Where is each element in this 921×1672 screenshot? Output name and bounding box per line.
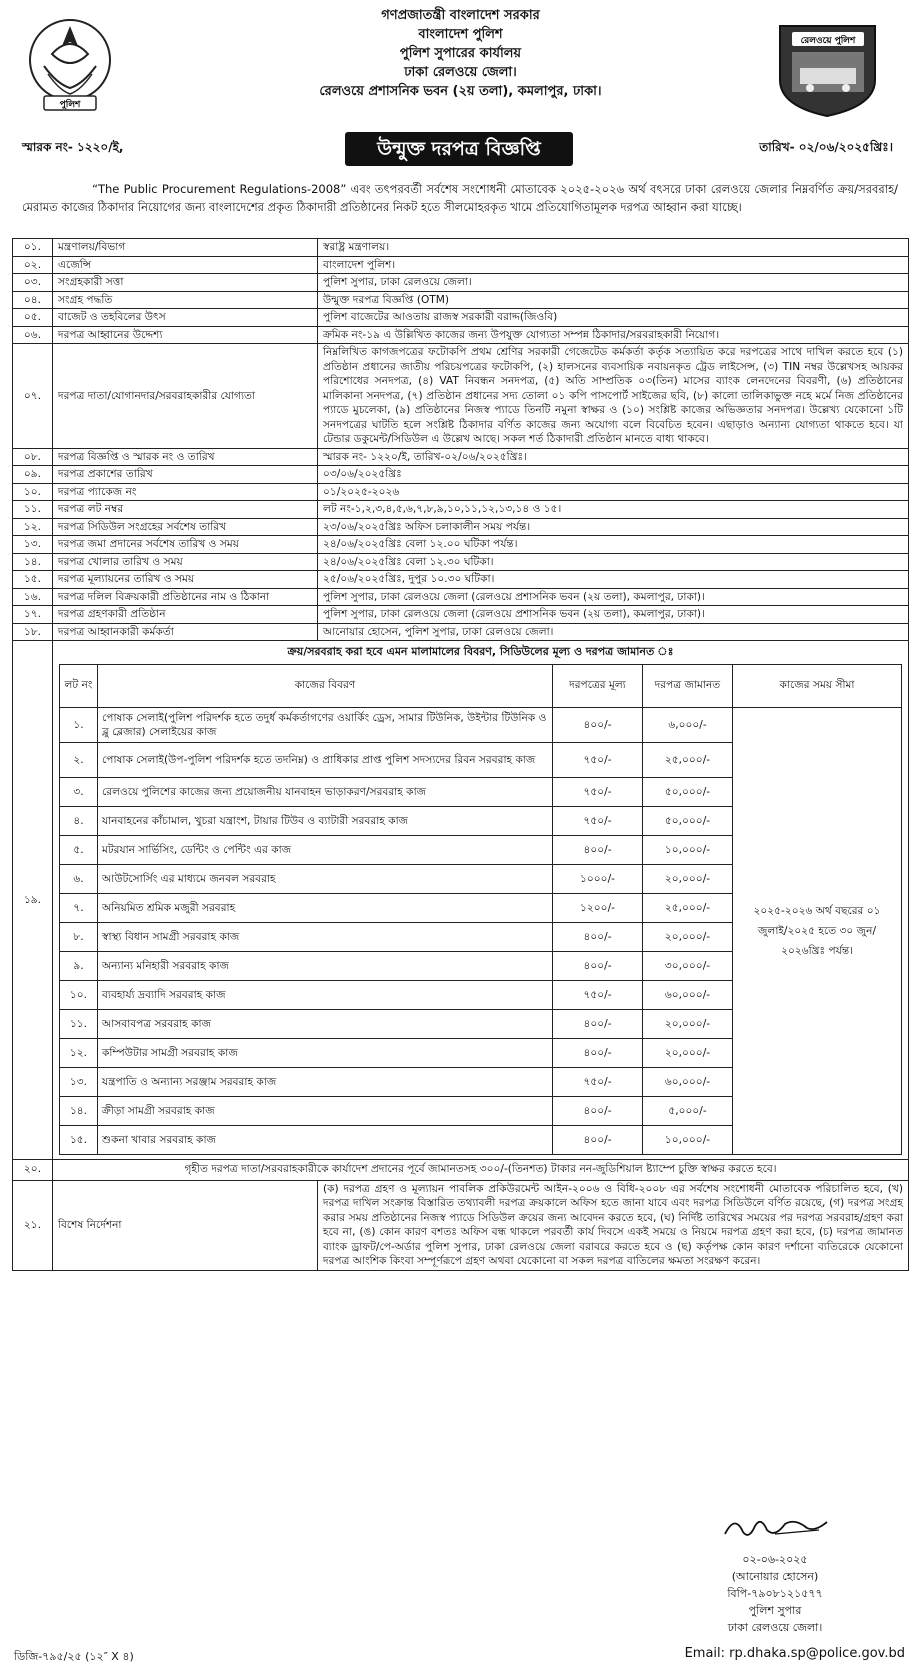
row-number: ১৭. [13, 606, 53, 624]
intro-paragraph [22, 180, 898, 216]
row-label: দরপত্র গ্রহণকারী প্রতিষ্ঠান [53, 606, 318, 624]
table-row [13, 309, 909, 327]
notice-date: তারিখ- ০২/০৬/২০২৫খ্রিঃ। [759, 140, 893, 154]
lot-description: যন্ত্রপাতি ও অন্যান্য সরঞ্জাম সরবরাহ কাজ [98, 1067, 553, 1096]
table-row [13, 1159, 909, 1180]
signature-scribble [715, 1510, 835, 1546]
table-row [13, 536, 909, 554]
lot-description: শুকনা খাবার সরবরাহ কাজ [98, 1125, 553, 1154]
lot-description: অন্যান্য মনিহারী সরবরাহ কাজ [98, 951, 553, 980]
table-row [13, 256, 909, 274]
row-label: দরপত্র আহ্বানের উদ্দেশ্য [53, 326, 318, 344]
lot-security: ৩০,০০০/- [643, 951, 733, 980]
lot-description: স্বাস্থ্য বিধান সামগ্রী সরবরাহ কাজ [98, 922, 553, 951]
lot-number: ১৪. [60, 1096, 98, 1125]
row-label: দরপত্র দাতা/যোগানদার/সরবরাহকারীর যোগ্যতা [53, 344, 318, 449]
lot-number: ৪. [60, 806, 98, 835]
lot-security: ৫,০০০/- [643, 1096, 733, 1125]
table-row [13, 466, 909, 484]
lot-price: ৭৫০/- [553, 777, 643, 806]
eligibility-text: নিম্নলিখিত কাগজপত্রের ফটোকপি প্রথম শ্রেণির সরকারী গেজেটেড কর্মকর্তা কর্তৃক সত্যায়িত করে দরপত্রের সাথে দাখিল করতে হবে (১) প্রতিষ্ঠান প্রধানের জাতীয় পরিচয়পত্রের ফটোকপি, (২) হালসনের ব্যবসায়িক নবায়নকৃত ট্রেড লাইসেন্স, (৩) TIN নম্বর উল্লেখসহ আয়কর পরিশোধের সনদপত্র, (৪) VAT নিবন্ধন সনদপত্র, (৫) অতি সাম্প্রতিক ০৩(তিন) মাসের ব্যাংক লেনদেনের বিবরণী, (৬) প্রতিষ্ঠানের মালিকানা সনদপত্র, (৭) প্রতিষ্ঠান প্রধানের সদ্য তোলা ০১ কপি পাসপোর্ট সাইজের ছবি, (৮) কালো তালিকাভুক্ত নহে মর্মে নিজ প্রতিষ্ঠানের প্যাডে মুচলেকা, (৯) প্রতিষ্ঠানের নিজস্ব প্যাডে তিনটি নমুনা স্বাক্ষর ও (১০) সংশ্লিষ্ট কাজের অভিজ্ঞতার সনদপত্র। উল্লেখ্য যেকোনো ১টি সনদপত্রের ঘাটতি হলে সংশ্লিষ্ট ঠিকাদার বর্ণিত কাজের জন্য অযোগ্য বলে বিবেচিত হবেন। এছাড়াও অন্যান্য যোগ্যতা থাকতে হবে। যা টেন্ডার ডকুমেন্ট/সিডিউল এ উল্লেখ আছে। সকল শর্ত ঠিকাদারী প্রতিষ্ঠান মানতে বাধ্য থাকবে। [318, 344, 909, 449]
lot-price: ৪০০/- [553, 1125, 643, 1154]
signature-date: ০২-০৬-২০২৫ [742, 1553, 808, 1566]
row-value: বাংলাদেশ পুলিশ। [318, 256, 909, 274]
lot-number: ৬. [60, 864, 98, 893]
table-row [13, 291, 909, 309]
row-value: ২৪/০৬/২০২৫খ্রিঃ বেলা ১২.৩০ ঘটিকা। [318, 553, 909, 571]
lot-description: ব্যবহার্য্য দ্রব্যাদি সরবরাহ কাজ [98, 980, 553, 1009]
row-value: ২৫/০৬/২০২৫খ্রিঃ, দুপুর ১০.৩০ ঘটিকা। [318, 571, 909, 589]
table-row [13, 274, 909, 292]
row-number: ০৪. [13, 291, 53, 309]
lot-price: ১২০০/- [553, 893, 643, 922]
header-line-5: রেলওয়ে প্রশাসনিক ভবন (২য় তলা), কমলাপুর, ঢাকা। [319, 84, 602, 99]
row-label: দরপত্র লট নম্বর [53, 501, 318, 519]
row-label: দরপত্র আহ্বানকারী কর্মকর্তা [53, 623, 318, 641]
lot-description: পোষাক সেলাই(পুলিশ পরিদর্শক হতে তদুর্ধ কর্মকর্তাগণের ওয়ার্কিং ড্রেস, সামার টিউনিক, উইন্টার টিউনিক ও ব্লু ব্লেজার) সেলাইয়ের কাজ [98, 707, 553, 742]
row-value: ০৩/০৬/২০২৫খ্রিঃ [318, 466, 909, 484]
row-value: লট নং-১,২,৩,৪,৫,৬,৭,৮,৯,১০,১১,১২,১৩,১৪ ও ১৫। [318, 501, 909, 519]
lot-security: ২০,০০০/- [643, 922, 733, 951]
lot-table-title: ক্রয়/সরবরাহ করা হবে এমন মালামালের বিবরণ, সিডিউলের মূল্য ও দরপত্র জামানত ঃ [287, 645, 674, 658]
table-row [13, 1180, 909, 1270]
row-value: ০১/২০২৫-২০২৬ [318, 483, 909, 501]
intro-text: “The Public Procurement Regulations-2008” এবং তৎপরবর্তী সর্বশেষ সংশোধনী মোতাবেক ২০২৫-২০২৬ অর্থ বৎসরে ঢাকা রেলওয়ে জেলার নিম্নবর্ণিত ক্রয়/সরবরাহ/মেরামত কাজের ঠিকাদার নিয়োগের জন্য বাংলাদেশের প্রকৃত ঠিকাদারী প্রতিষ্ঠানের নিকট হতে সীলমোহরকৃত খামে প্রতিযোগিতামূলক দরপত্র আহ্বান করা যাচ্ছে। [22, 182, 898, 214]
row-number: ১৫. [13, 571, 53, 589]
row-value: পুলিশ সুপার, ঢাকা রেলওয়ে জেলা (রেলওয়ে প্রশাসনিক ভবন (২য় তলা), কমলাপুর, ঢাকা)। [318, 588, 909, 606]
lot-security: ১০,০০০/- [643, 835, 733, 864]
lot-security: ২০,০০০/- [643, 864, 733, 893]
lot-description: রেলওয়ে পুলিশের কাজের জন্য প্রয়োজনীয় যানবাহন ভাড়াকরণ/সরবরাহ কাজ [98, 777, 553, 806]
table-row [13, 483, 909, 501]
lot-price: ১০০০/- [553, 864, 643, 893]
lot-number: ৩. [60, 777, 98, 806]
table-row [13, 448, 909, 466]
table-row [13, 588, 909, 606]
row-value: আনোয়ার হোসেন, পুলিশ সুপার, ঢাকা রেলওয়ে জেলা। [318, 623, 909, 641]
lot-price: ৪০০/- [553, 951, 643, 980]
row-value: ২৩/০৬/২০২৫খ্রিঃ অফিস চলাকালীন সময় পর্যন্ত। [318, 518, 909, 536]
table-row [13, 623, 909, 641]
table-row [13, 326, 909, 344]
row-number: ১৮. [13, 623, 53, 641]
lot-table [59, 664, 902, 1155]
lot-description: মটরযান সার্ভিসিং, ডেন্টিং ও পেন্টিং এর কাজ [98, 835, 553, 864]
header-line-3: পুলিশ সুপারের কার্যালয় [399, 46, 522, 61]
signatory-name: (আনোয়ার হোসেন) [731, 1570, 819, 1583]
row-label: দরপত্র প্যাকেজ নং [53, 483, 318, 501]
table-row [13, 344, 909, 449]
row-value: স্মারক নং- ১২২০/ই, তারিখ-০২/০৬/২০২৫খ্রিঃ। [318, 448, 909, 466]
lot-number: ১০. [60, 980, 98, 1009]
row-number: ০৭. [13, 344, 53, 449]
lot-number: ১৩. [60, 1067, 98, 1096]
signature-block [650, 1510, 900, 1636]
row-value: ২৪/০৬/২০২৫খ্রিঃ বেলা ১২.০০ ঘটিকা পর্যন্ত। [318, 536, 909, 554]
lot-price: ৪০০/- [553, 835, 643, 864]
row-label: দরপত্র বিজ্ঞপ্তি ও স্মারক নং ও তারিখ [53, 448, 318, 466]
lot-table-header-cell: কাজের বিবরণ [98, 664, 553, 707]
signatory-office: ঢাকা রেলওয়ে জেলা। [727, 1621, 823, 1634]
lot-security: ১০,০০০/- [643, 1125, 733, 1154]
lot-security: ২৫,০০০/- [643, 893, 733, 922]
lot-security: ৬০,০০০/- [643, 1067, 733, 1096]
lot-description: কম্পিউটার সামগ্রী সরবরাহ কাজ [98, 1038, 553, 1067]
row-label: দরপত্র জমা প্রদানের সর্বশেষ তারিখ ও সময় [53, 536, 318, 554]
row-label: দরপত্র মূল্যায়নের তারিখ ও সময় [53, 571, 318, 589]
row-label: মন্ত্রণালয়/বিভাগ [53, 239, 318, 257]
lot-number: ৭. [60, 893, 98, 922]
lot-price: ৪০০/- [553, 1009, 643, 1038]
stamp-agreement-note: গৃহীত দরপত্র দাতা/সরবরাহকারীকে কার্যাদেশ প্রদানের পূর্বে জামানতসহ ৩০০/-(তিনশত) টাকার নন-জুডিশিয়াল ষ্ট্যাম্পে চুক্তি স্বাক্ষর করতে হবে। [53, 1159, 909, 1180]
contact-email[interactable]: Email: rp.dhaka.sp@police.gov.bd [684, 1646, 905, 1661]
work-time-limit: ২০২৫-২০২৬ অর্থ বছরের ০১ জুলাই/২০২৫ হতে ৩০ জুন/২০২৬খ্রিঃ পর্যন্ত। [733, 707, 902, 1154]
row-number: ২১. [13, 1180, 53, 1270]
lot-table-cell [53, 641, 909, 1160]
row-number: ১৬. [13, 588, 53, 606]
row-number: ১৪. [13, 553, 53, 571]
notice-title: উন্মুক্ত দরপত্র বিজ্ঞপ্তি [345, 132, 573, 166]
table-row [13, 571, 909, 589]
row-label: এজেন্সি [53, 256, 318, 274]
lot-security: ২০,০০০/- [643, 1038, 733, 1067]
lot-price: ৭৫০/- [553, 980, 643, 1009]
table-row [13, 641, 909, 1160]
railway-police-badge-logo [770, 18, 885, 118]
row-label: সংগ্রহ পদ্ধতি [53, 291, 318, 309]
tender-details-table [12, 238, 909, 1271]
lot-price: ৭৫০/- [553, 806, 643, 835]
row-label: বিশেষ নির্দেশনা [53, 1180, 318, 1270]
lot-number: ১১. [60, 1009, 98, 1038]
table-row [13, 501, 909, 519]
lot-price: ৪০০/- [553, 922, 643, 951]
row-label: সংগ্রহকারী সত্তা [53, 274, 318, 292]
memo-number: স্মারক নং- ১২২০/ই, [22, 140, 124, 154]
lot-description: যানবাহনের কাঁচামাল, খুচরা যন্ত্রাংশ, টায়ার টিউব ও ব্যাটারী সরবরাহ কাজ [98, 806, 553, 835]
lot-description: ক্রীড়া সামগ্রী সরবরাহ কাজ [98, 1096, 553, 1125]
row-label: দরপত্র সিডিউল সংগ্রহের সর্বশেষ তারিখ [53, 518, 318, 536]
lot-price: ৪০০/- [553, 1096, 643, 1125]
row-number: ১১. [13, 501, 53, 519]
row-label: দরপত্র প্রকাশের তারিখ [53, 466, 318, 484]
lot-security: ৫০,০০০/- [643, 777, 733, 806]
lot-price: ৭৫০/- [553, 742, 643, 777]
row-number: ১২. [13, 518, 53, 536]
lot-security: ৫০,০০০/- [643, 806, 733, 835]
lot-number: ২. [60, 742, 98, 777]
row-label: দরপত্র খোলার তারিখ ও সময় [53, 553, 318, 571]
row-label: দরপত্র দলিল বিক্রয়কারী প্রতিষ্ঠানের নাম ও ঠিকানা [53, 588, 318, 606]
row-number: ২০. [13, 1159, 53, 1180]
row-number: ০২. [13, 256, 53, 274]
special-instructions: (ক) দরপত্র গ্রহণ ও মূল্যায়ন পাবলিক প্রকিউরমেন্ট আইন-২০০৬ ও বিধি-২০০৮ এর সর্বশেষ সংশোধনী মোতাবেক পরিচালিত হবে, (খ) দরপত্র দাখিল সংক্রান্ত বিস্তারিত তথ্যাবলী দরপত্র ক্রয়কালে অফিস হতে জানা যাবে এবং দরপত্র সিডিউলে বর্ণিত রয়েছে, (গ) দরপত্র সংগ্রহ করার সময় প্রতিষ্ঠানের নিজস্ব প্যাডে সিডিউল ক্রয়ের জন্য আবেদন করতে হবে, (ঘ) নির্দিষ্ট তারিখের সময়ের পর দরপত্র সরবরাহ/গ্রহণ করা হবে না, (ঙ) কোন কারণ বশতঃ অফিস বন্ধ থাকলে পরবর্তী কার্য দিবসে একই সময়ে ও নিয়মে দরপত্র গ্রহণ করা হবে, (চ) দরপত্র জামানত ব্যাংক ড্রাফট/পে-অর্ডার পুলিশ সুপার, ঢাকা রেলওয়ে জেলা বরাবরে করতে হবে ও (ছ) কর্তৃপক্ষ কোন কারণ দর্শানো ব্যতিরেকে যেকোনো দরপত্র আংশিক কিংবা সম্পূর্ণরূপে গ্রহণ অথবা যেকোনো বা সকল দরপত্র বাতিলের ক্ষমতা সংরক্ষণ করেন। [318, 1180, 909, 1270]
header-line-4: ঢাকা রেলওয়ে জেলা। [404, 65, 517, 80]
lot-price: ৭৫০/- [553, 1067, 643, 1096]
row-number: ১০. [13, 483, 53, 501]
lot-number: ৯. [60, 951, 98, 980]
lot-table-header [60, 664, 902, 707]
header-line-1: গণপ্রজাতন্ত্রী বাংলাদেশ সরকার [381, 8, 540, 23]
row-value: স্বরাষ্ট্র মন্ত্রণালয়। [318, 239, 909, 257]
row-value: পুলিশ সুপার, ঢাকা রেলওয়ে জেলা (রেলওয়ে প্রশাসনিক ভবন (২য় তলা), কমলাপুর, ঢাকা)। [318, 606, 909, 624]
lot-description: অনিয়মিত শ্রমিক মজুরী সরবরাহ [98, 893, 553, 922]
lot-security: ৬,০০০/- [643, 707, 733, 742]
table-row [13, 606, 909, 624]
row-number: ১৩. [13, 536, 53, 554]
lot-security: ২৫,০০০/- [643, 742, 733, 777]
row-value: পুলিশ সুপার, ঢাকা রেলওয়ে জেলা। [318, 274, 909, 292]
row-number: ০৩. [13, 274, 53, 292]
table-row [13, 239, 909, 257]
lot-security: ৬০,০০০/- [643, 980, 733, 1009]
logo-left-text: পুলিশ [59, 100, 81, 110]
row-label: বাজেট ও তহবিলের উৎস [53, 309, 318, 327]
logo-right-text: রেলওয়ে পুলিশ [800, 36, 856, 46]
lot-number: ১২. [60, 1038, 98, 1067]
lot-price: ৪০০/- [553, 1038, 643, 1067]
signatory-bp: বিপি-৭৯০৮১২১৫৭৭ [727, 1587, 823, 1600]
lot-number: ৫. [60, 835, 98, 864]
lot-number: ৮. [60, 922, 98, 951]
row-number: ০৬. [13, 326, 53, 344]
lot-table-header-cell: কাজের সময় সীমা [733, 664, 902, 707]
row-number: ০১. [13, 239, 53, 257]
lot-price: ৪০০/- [553, 707, 643, 742]
publication-code: ডিজি-৭৯৫/২৫ (১২″ X ৪) [14, 1650, 134, 1663]
row-number: ০৯. [13, 466, 53, 484]
lot-row [60, 707, 902, 742]
lot-description: আউটসোর্সিং এর মাধ্যমে জনবল সরবরাহ [98, 864, 553, 893]
lot-number: ১. [60, 707, 98, 742]
table-row [13, 553, 909, 571]
lot-number: ১৫. [60, 1125, 98, 1154]
signatory-title: পুলিশ সুপার [748, 1604, 802, 1617]
lot-table-header-cell: দরপত্রের মূল্য [553, 664, 643, 707]
row-value: ক্রমিক নং-১৯ এ উল্লিখিত কাজের জন্য উপযুক্ত যোগ্যতা সম্পন্ন ঠিকাদার/সরবরাহকারী নিয়োগ। [318, 326, 909, 344]
header-line-2: বাংলাদেশ পুলিশ [418, 27, 503, 42]
table-row [13, 518, 909, 536]
row-number: ১৯. [13, 641, 53, 1160]
row-value: উন্মুক্ত দরপত্র বিজ্ঞপ্তি (OTM) [318, 291, 909, 309]
row-value: পুলিশ বাজেটের আওতায় রাজস্ব সরকারী বরাদ্দ(জিওবি) [318, 309, 909, 327]
row-number: ০৫. [13, 309, 53, 327]
lot-table-header-cell: দরপত্র জামানত [643, 664, 733, 707]
row-number: ০৮. [13, 448, 53, 466]
lot-description: পোষাক সেলাই(উপ-পুলিশ পরিদর্শক হতে তদনিম্ন) ও প্রাধিকার প্রাপ্ত পুলিশ সদস্যদের রিবন সরবরাহ কাজ [98, 742, 553, 777]
lot-description: আসবাবপত্র সরবরাহ কাজ [98, 1009, 553, 1038]
lot-security: ২০,০০০/- [643, 1009, 733, 1038]
lot-table-header-cell: লট নং [60, 664, 98, 707]
